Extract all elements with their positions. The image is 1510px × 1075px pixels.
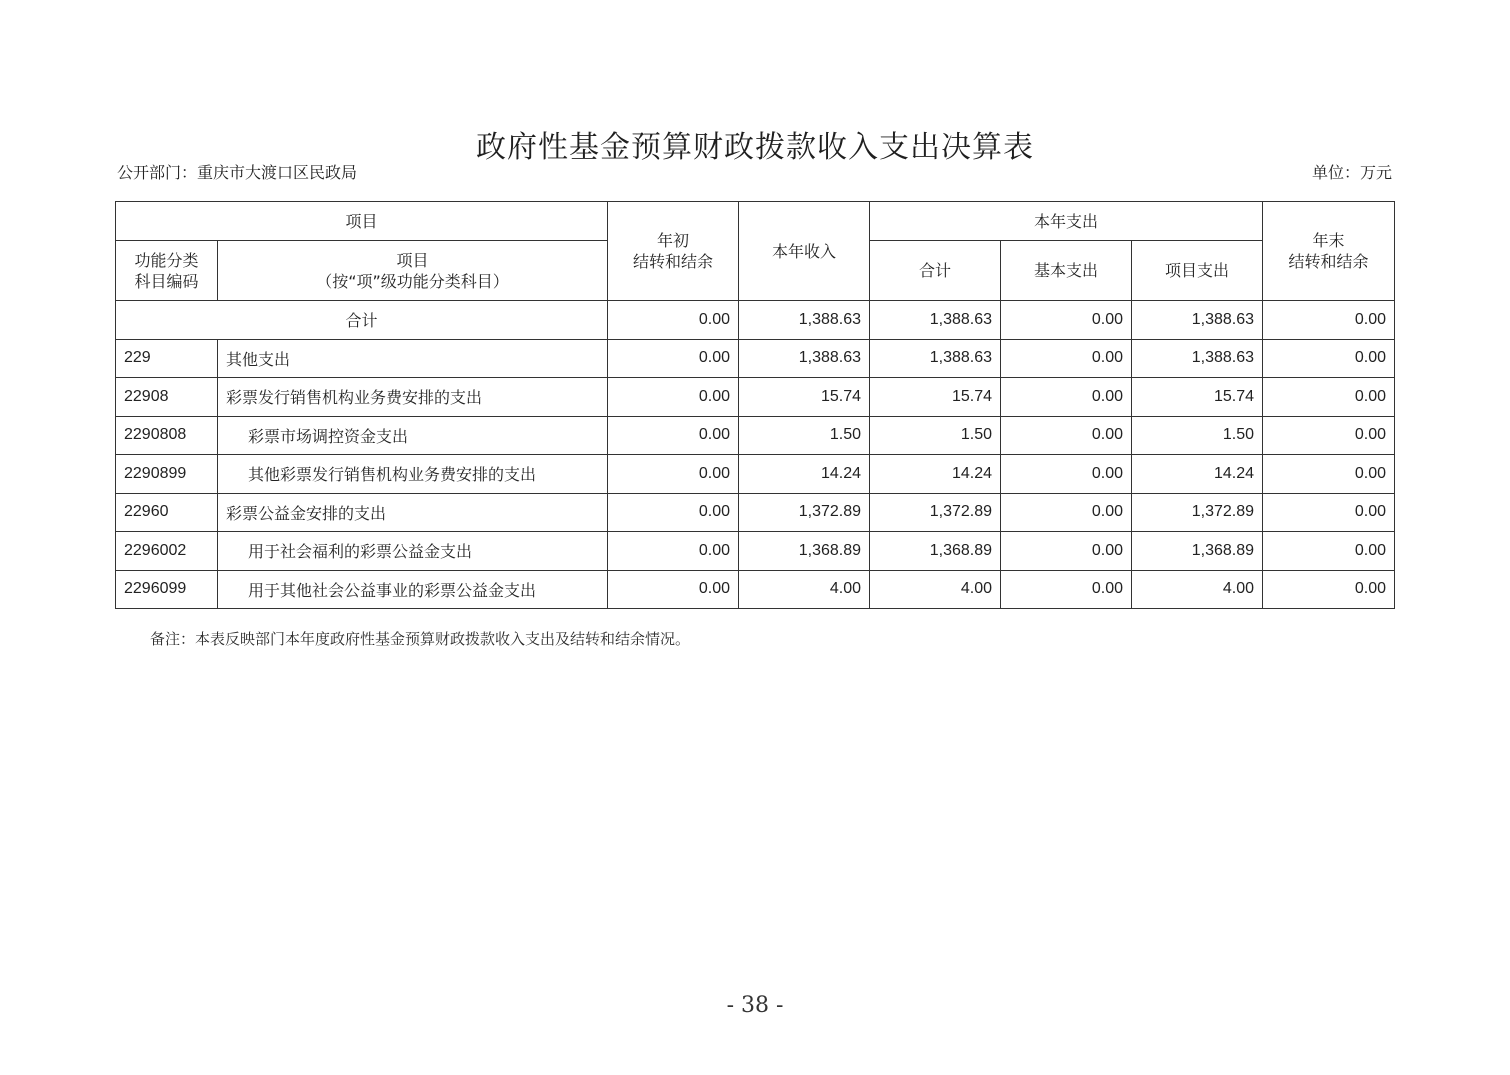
row-name: 彩票市场调控资金支出 [218, 416, 608, 455]
row-closing: 0.00 [1263, 416, 1395, 455]
unit-label: 单位：万元 [1311, 163, 1392, 182]
row-closing: 0.00 [1263, 532, 1395, 571]
header-income: 本年收入 [739, 202, 870, 301]
header-project-group: 项目 [116, 202, 608, 241]
total-expense-project: 1,388.63 [1132, 301, 1263, 340]
row-expense-total: 14.24 [870, 455, 1001, 494]
row-code: 22908 [116, 378, 218, 417]
header-name: 项目 （按“项”级功能分类科目） [218, 241, 608, 301]
header-code: 功能分类 科目编码 [116, 241, 218, 301]
table-row [116, 416, 1395, 455]
table-row [116, 532, 1395, 571]
header-expense-group: 本年支出 [870, 202, 1263, 241]
row-closing: 0.00 [1263, 570, 1395, 609]
total-income: 1,388.63 [739, 301, 870, 340]
footnote: 备注：本表反映部门本年度政府性基金预算财政拨款收入支出及结转和结余情况。 [150, 630, 691, 648]
row-closing: 0.00 [1263, 339, 1395, 378]
row-opening: 0.00 [608, 532, 739, 571]
row-expense-project: 14.24 [1132, 455, 1263, 494]
row-opening: 0.00 [608, 416, 739, 455]
row-opening: 0.00 [608, 570, 739, 609]
row-code: 22960 [116, 493, 218, 532]
table-row [116, 378, 1395, 417]
row-code: 2290808 [116, 416, 218, 455]
row-expense-basic: 0.00 [1001, 570, 1132, 609]
row-code: 229 [116, 339, 218, 378]
header-closing-balance: 年末 结转和结余 [1263, 202, 1395, 301]
row-code: 2290899 [116, 455, 218, 494]
row-income: 14.24 [739, 455, 870, 494]
row-closing: 0.00 [1263, 455, 1395, 494]
row-code: 2296002 [116, 532, 218, 571]
row-expense-basic: 0.00 [1001, 416, 1132, 455]
header-expense-project: 项目支出 [1132, 241, 1263, 301]
row-expense-project: 1,388.63 [1132, 339, 1263, 378]
department-label: 公开部门：重庆市大渡口区民政局 [117, 163, 358, 182]
total-closing: 0.00 [1263, 301, 1395, 340]
header-expense-total: 合计 [870, 241, 1001, 301]
row-income: 1,372.89 [739, 493, 870, 532]
row-name: 其他彩票发行销售机构业务费安排的支出 [218, 455, 608, 494]
total-expense-basic: 0.00 [1001, 301, 1132, 340]
row-name: 彩票发行销售机构业务费安排的支出 [218, 378, 608, 417]
row-income: 4.00 [739, 570, 870, 609]
row-expense-basic: 0.00 [1001, 339, 1132, 378]
row-closing: 0.00 [1263, 493, 1395, 532]
page-number: - 38 - [726, 993, 784, 1018]
row-code: 2296099 [116, 570, 218, 609]
row-expense-basic: 0.00 [1001, 532, 1132, 571]
table-row [116, 455, 1395, 494]
row-expense-total: 1,388.63 [870, 339, 1001, 378]
row-expense-total: 4.00 [870, 570, 1001, 609]
row-expense-total: 15.74 [870, 378, 1001, 417]
row-opening: 0.00 [608, 455, 739, 494]
row-income: 1,388.63 [739, 339, 870, 378]
row-expense-project: 1.50 [1132, 416, 1263, 455]
total-opening: 0.00 [608, 301, 739, 340]
row-name: 用于其他社会公益事业的彩票公益金支出 [218, 570, 608, 609]
row-closing: 0.00 [1263, 378, 1395, 417]
row-opening: 0.00 [608, 339, 739, 378]
row-expense-basic: 0.00 [1001, 493, 1132, 532]
total-expense-total: 1,388.63 [870, 301, 1001, 340]
row-expense-total: 1,368.89 [870, 532, 1001, 571]
row-expense-project: 1,372.89 [1132, 493, 1263, 532]
table-row [116, 493, 1395, 532]
row-income: 1.50 [739, 416, 870, 455]
row-opening: 0.00 [608, 378, 739, 417]
row-name: 彩票公益金安排的支出 [218, 493, 608, 532]
row-expense-total: 1.50 [870, 416, 1001, 455]
total-label: 合计 [116, 301, 608, 340]
row-opening: 0.00 [608, 493, 739, 532]
row-name: 其他支出 [218, 339, 608, 378]
page-title: 政府性基金预算财政拨款收入支出决算表 [476, 130, 1034, 165]
row-expense-basic: 0.00 [1001, 455, 1132, 494]
table-row [116, 570, 1395, 609]
row-expense-project: 4.00 [1132, 570, 1263, 609]
row-expense-total: 1,372.89 [870, 493, 1001, 532]
row-name: 用于社会福利的彩票公益金支出 [218, 532, 608, 571]
table-row [116, 339, 1395, 378]
header-opening-balance: 年初 结转和结余 [608, 202, 739, 301]
total-row [116, 301, 1395, 340]
row-income: 15.74 [739, 378, 870, 417]
row-expense-project: 1,368.89 [1132, 532, 1263, 571]
row-income: 1,368.89 [739, 532, 870, 571]
budget-table [115, 201, 1395, 609]
row-expense-project: 15.74 [1132, 378, 1263, 417]
header-expense-basic: 基本支出 [1001, 241, 1132, 301]
row-expense-basic: 0.00 [1001, 378, 1132, 417]
